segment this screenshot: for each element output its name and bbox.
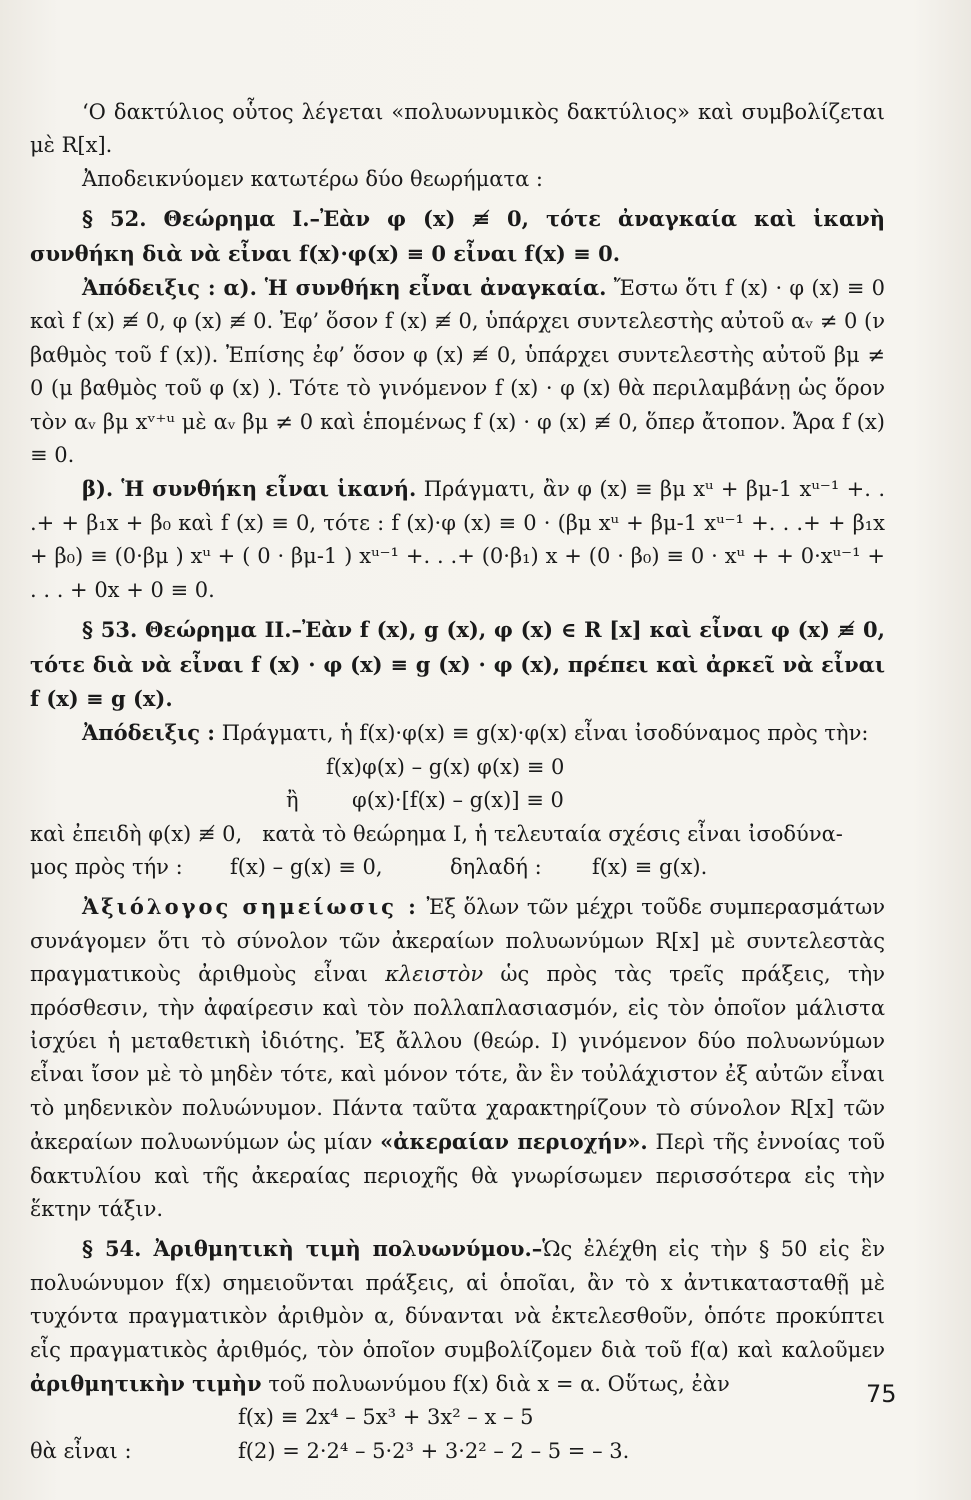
section-54-text-1: Ὡς ἐλέχθη εἰς τὴν § 50 εἰς ἓν πολυώνυμον f(x) σημειοῦνται πράξεις, αἱ ὁποῖαι, ἂν τὸ x ἀντικατασταθῇ μὲ τυχόντα πραγματικὸν ἀριθμὸν α, δύνανται νὰ ἐκτελεσθοῦν, ὁπότε προκύπτει εἷς πραγματικὸς ἀριθμός, τὸν ὁποῖον συμβολίζομεν διὰ τοῦ f(α) καὶ καλοῦμεν xyxy=(30,1237,885,1362)
remark-italic: κλειστὸν xyxy=(385,962,484,987)
equation-3-result: f(x) ≡ g(x). xyxy=(592,854,708,879)
example-evaluation: f(2) = 2·2⁴ – 5·2³ + 3·2² – 2 – 5 = – 3. xyxy=(238,1438,630,1463)
example-row-2 xyxy=(30,1435,885,1468)
remark-text-2: ὡς πρὸς τὰς τρεῖς πράξεις, τὴν πρόσθεσιν, τὴν ἀφαίρεσιν καὶ τὸν πολλαπλασιασμόν, εἰς τὸν ὁποῖον μάλιστα ἰσχύει ἡ μεταθετικὴ ἰδιότης. Ἐξ ἄλλου (θεώρ. I) γινόμενον δύο πολυωνύμων εἶναι ἴσον μὲ τὸ μηδὲν τότε, καὶ μόνον τότε, ἂν ἓν τοὐλάχιστον ἐξ αὐτῶν εἶναι τὸ μηδενικὸν πολυώνυμον. Πάντα ταῦτα χαρακτηρίζουν τὸ σύνολον R[x] τῶν ἀκεραίων πολυωνύμων ὡς μίαν xyxy=(30,962,885,1155)
proof-2-continuation: καὶ ἐπειδὴ φ(x) ≢ 0, κατὰ τὸ θεώρημα I, ἡ τελευταία σχέσις εἶναι ἰσοδύνα- xyxy=(30,821,843,846)
equation-3-prefix: μος πρὸς τήν : xyxy=(30,854,183,879)
proof-1b xyxy=(30,472,885,607)
proof-1b-text: Πράγματι, ἂν φ (x) ≡ βμ xᵘ + βμ-1 xᵘ⁻¹ +. . .+ + β₁x + β₀ καὶ f (x) ≡ 0, τότε : f (x)·φ (x) ≡ 0 · (βμ xᵘ + βμ-1 xᵘ⁻¹ +. . .+ + β₁x + β₀) ≡ (0·βμ ) xᵘ + ( 0 · βμ-1 ) xᵘ⁻¹ +. . .+ (0·β₁) x + (0 · β₀) ≡ 0 · xᵘ + + 0·xᵘ⁻¹ + . . . + 0x + 0 ≡ 0. xyxy=(30,477,886,602)
equation-2: φ(x)·[f(x) – g(x)] ≡ 0 xyxy=(352,788,564,813)
equation-row-cont xyxy=(30,818,885,851)
proof-1a xyxy=(30,271,885,472)
proof-2-text: Πράγματι, ἡ f(x)·φ(x) ≡ g(x)·φ(x) εἶναι ἰσοδύναμος πρὸς τὴν: xyxy=(221,721,869,746)
proof-1b-label: β). Ἡ συνθήκη εἶναι ἱκανή. xyxy=(82,476,417,502)
equation-row-1 xyxy=(30,751,885,784)
remark-text-1: Ἐξ ὅλων τῶν μέχρι τοῦδε συμπερασμάτων συνάγομεν ὅτι τὸ σύνολον τῶν ἀκεραίων πολυωνύμων R[x] μὲ συντελεστὰς πραγματικοὺς ἀριθμοὺς εἶναι xyxy=(30,895,886,987)
section-54-text-2: τοῦ πολυωνύμου f(x) διὰ x = α. Οὕτως, ἐὰν xyxy=(268,1371,730,1396)
section-54-heading: § 54. Ἀριθμητικὴ τιμὴ πολυωνύμου.– xyxy=(82,1236,543,1262)
proof-1a-text: Ἔστω ὅτι f (x) · φ (x) ≡ 0 καὶ f (x) ≢ 0, φ (x) ≢ 0. Ἐφ’ ὅσον f (x) ≢ 0, ὑπάρχει συντελεστὴς αὐτοῦ αᵥ ≠ 0 (ν βαθμὸς τοῦ f (x)). Ἐπίσης ἐφ’ ὅσον φ (x) ≢ 0, ὑπάρχει συντελεστὴς αὐτοῦ βμ ≠ 0 (μ βαθμὸς τοῦ φ (x) ). Τότε τὸ γινόμενον f (x) · φ (x) θὰ περιλαμβάνῃ ὡς ὅρον τὸν αᵥ βμ xᵛ⁺ᵘ μὲ αᵥ βμ ≠ 0 καὶ ἑπομένως f (x) · φ (x) ≢ 0, ὅπερ ἄτοπον. Ἄρα f (x) ≡ 0. xyxy=(30,276,885,468)
proof-2 xyxy=(30,716,885,750)
example-prefix: θὰ εἶναι : xyxy=(30,1438,132,1463)
equation-or: ἢ xyxy=(286,788,299,813)
section-54-bold: ἀριθμητικὴν τιμὴν xyxy=(30,1370,262,1396)
remark-bold: «ἀκεραίαν περιοχήν». xyxy=(380,1129,648,1155)
equation-3: f(x) – g(x) ≡ 0, xyxy=(230,854,383,879)
intro-paragraph: ‘Ο δακτύλιος οὗτος λέγεται «πολυωνυμικὸς δακτύλιος» καὶ συμβολίζεται μὲ R[x]. xyxy=(30,100,885,158)
theorem-2-heading: § 53. Θεώρημα II.– xyxy=(82,617,303,643)
intro-line: Ἀποδεικνύομεν κατωτέρω δύο θεωρήματα : xyxy=(82,166,544,191)
example-row-1 xyxy=(30,1401,885,1434)
proof-1a-label: Ἀπόδειξις : α). Ἡ συνθήκη εἶναι ἀναγκαία. xyxy=(82,275,607,301)
theorem-1 xyxy=(30,202,885,271)
remark-text-3: Περὶ τῆς ἐννοίας τοῦ δακτυλίου καὶ τῆς ἀκεραίας περιοχῆς θὰ γνωρίσωμεν περισσότερα εἰς τὴν ἕκτην τάξιν. xyxy=(30,1130,885,1221)
theorem-2 xyxy=(30,613,885,716)
equation-3-word: δηλαδή : xyxy=(450,854,542,879)
example-polynomial: f(x) ≡ 2x⁴ – 5x³ + 3x² – x – 5 xyxy=(238,1405,534,1430)
theorem-1-statement: Ἐὰν φ (x) ≢ 0, τότε ἀναγκαία καὶ ἱκανὴ συνθήκη διὰ νὰ εἶναι f(x)·φ(x) ≡ 0 εἶναι f(x) ≡ 0. xyxy=(30,206,885,266)
remark-label: Ἀξιόλογος σημείωσις : xyxy=(82,894,419,920)
theorem-1-heading: § 52. Θεώρημα I.– xyxy=(82,206,321,232)
equation-1: f(x)φ(x) – g(x) φ(x) ≡ 0 xyxy=(326,754,565,779)
proof-2-label: Ἀπόδειξις : xyxy=(82,720,216,746)
theorem-2-statement: Ἐὰν f (x), g (x), φ (x) ∈ R [x] καὶ εἶναι φ (x) ≢ 0, τότε διὰ νὰ εἶναι f (x) · φ (x) ≡ g (x) · φ (x), πρέπει καὶ ἀρκεῖ νὰ εἶναι f (x) ≡ g (x). xyxy=(30,617,885,711)
equation-row-3 xyxy=(30,851,885,884)
page-number: 75 xyxy=(866,1380,897,1408)
equation-row-2 xyxy=(30,784,885,817)
section-54 xyxy=(30,1232,885,1401)
remark-paragraph xyxy=(30,890,885,1226)
page-text xyxy=(30,96,885,1468)
